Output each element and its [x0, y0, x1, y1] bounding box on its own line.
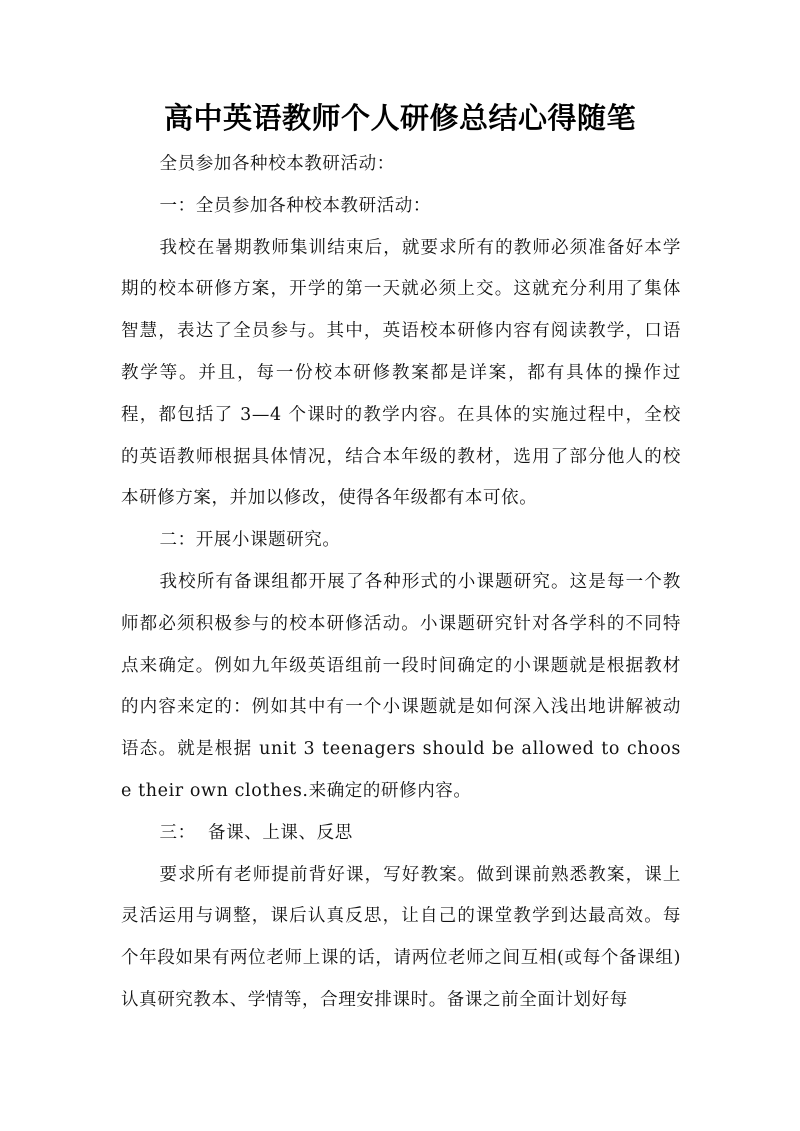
paragraph-section-1: 我校在暑期教师集训结束后，就要求所有的教师必须准备好本学期的校本研修方案，开学的第一天就必须上交。这就充分利用了集体智慧，表达了全员参与。其中，英语校本研修内容有阅读教学，口语教学等。并且，每一份校本研修教案都是详案，都有具体的操作过程，都包括了 3—4 个课时的教学内容。在具体的实施过程中，全校的英语教师根据具体情况，结合本年级的教材，选用了部分他人的校本研修方案，并加以修改，使得各年级都有本可依。 [121, 237, 681, 509]
section-heading-1: 一：全员参加各种校本教研活动： [159, 195, 431, 216]
document-title: 高中英语教师个人研修总结心得随笔 [163, 101, 636, 135]
paragraph-section-2: 我校所有备课组都开展了各种形式的小课题研究。这是每一个教师都必须积极参与的校本研修活动。小课题研究针对各学科的不同特点来确定。例如九年级英语组前一段时间确定的小课题就是根据教材的内容来定的：例如其中有一个小课题就是如何深入浅出地讲解被动语态。就是根据 unit 3 teenagers should be allowed to choose their own clothes.来确定的研修内容。 [121, 571, 681, 801]
section-heading-3: 三： 备课、上课、反思 [159, 822, 353, 843]
section-heading-2: 二：开展小课题研究。 [159, 530, 341, 551]
paragraph-section-3: 要求所有老师提前背好课，写好教案。做到课前熟悉教案，课上灵活运用与调整，课后认真反思，让自己的课堂教学到达最高效。每个年段如果有两位老师上课的话，请两位老师之间互相(或每个备课组)认真研究教本、学情等，合理安排课时。备课之前全面计划好每 [121, 864, 681, 1010]
document-body [121, 144, 681, 1022]
paragraph-intro: 全员参加各种校本教研活动： [159, 154, 395, 174]
